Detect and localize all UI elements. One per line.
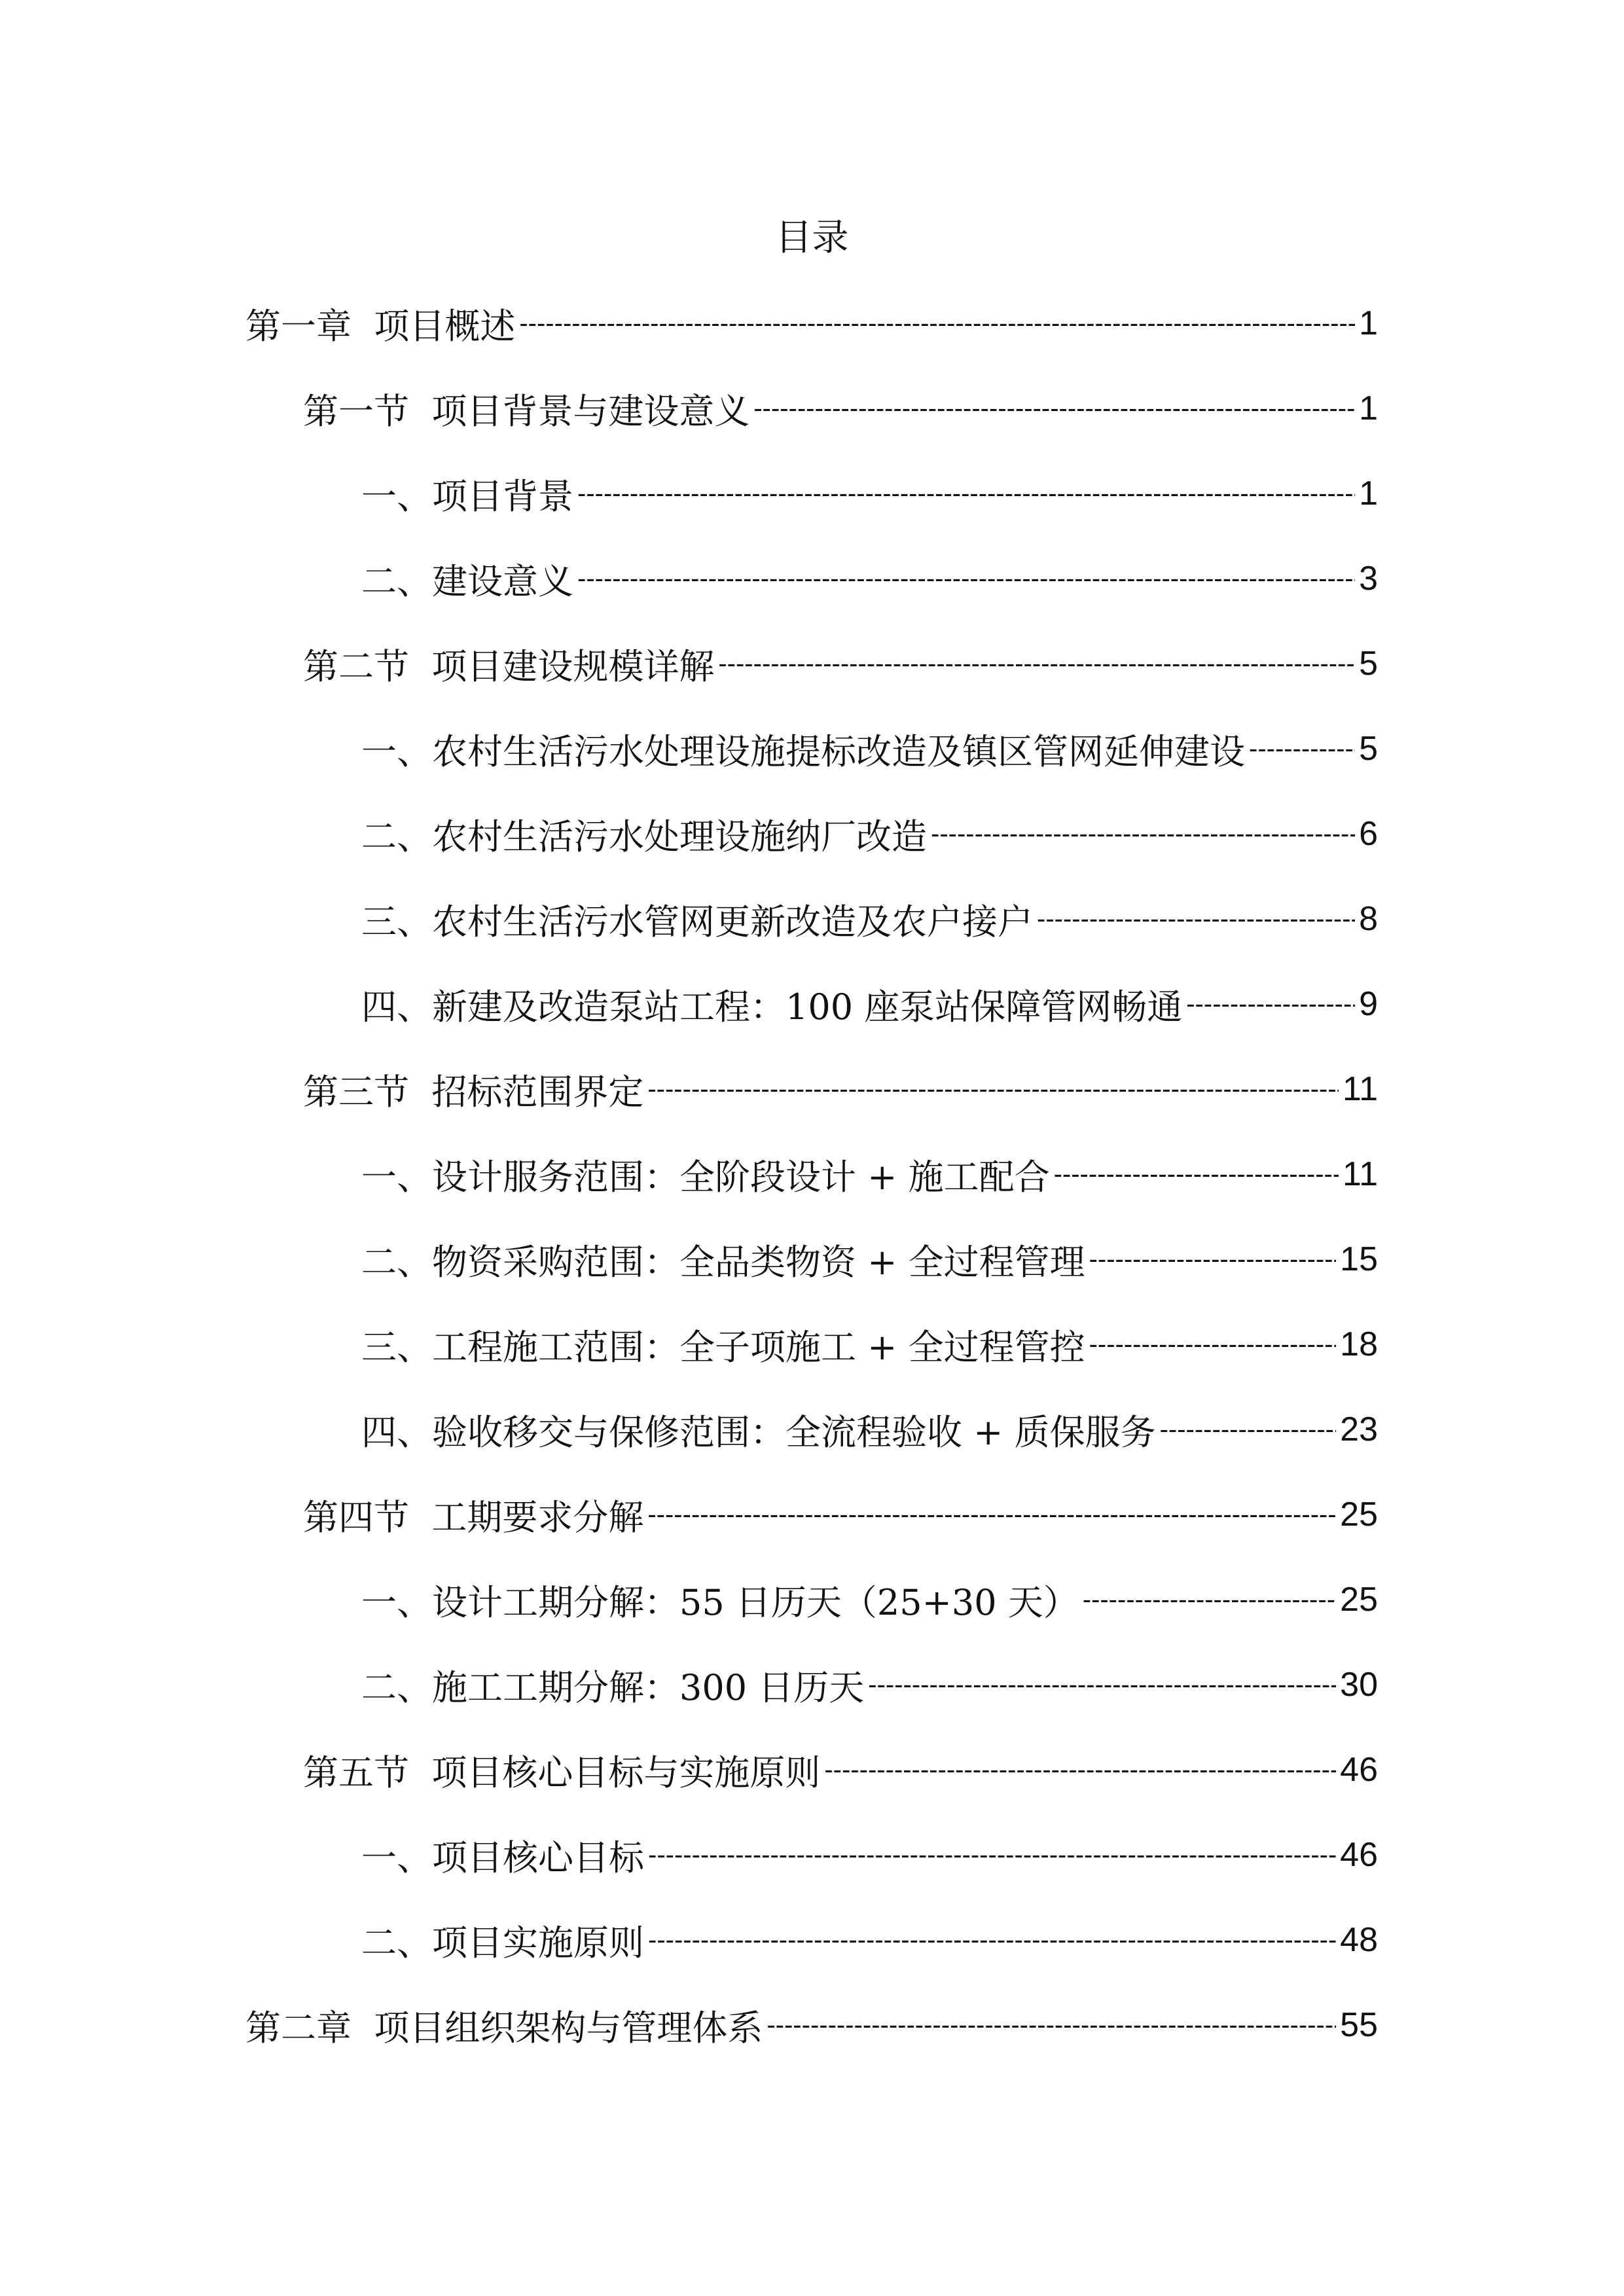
toc-entry[interactable]: [361, 1897, 1378, 1982]
toc-leader: [648, 1926, 1336, 1955]
toc-page-number: 46: [1340, 1751, 1378, 1789]
toc-entry[interactable]: [303, 366, 1378, 451]
toc-entry[interactable]: [361, 1132, 1378, 1217]
toc-entry[interactable]: [361, 451, 1378, 536]
toc-page-number: 55: [1340, 2006, 1378, 2044]
toc-page-number: 9: [1359, 985, 1378, 1023]
toc-entry-text: 二、建设意义: [361, 560, 573, 602]
toc-leader: [1083, 1585, 1336, 1615]
toc-page-number: 30: [1340, 1666, 1378, 1704]
toc-title: 目录: [775, 217, 849, 259]
toc-entry-text: 第二节 项目建设规模详解: [303, 645, 715, 687]
toc-entry-text: 第一节 项目背景与建设意义: [303, 390, 750, 432]
toc-leader: [1186, 990, 1355, 1019]
toc-entry-text: 三、工程施工范围：全子项施工 + 全过程管控: [361, 1326, 1085, 1368]
toc-entry[interactable]: [361, 536, 1378, 621]
toc-page-number: 1: [1359, 304, 1378, 342]
toc-entry[interactable]: [303, 621, 1378, 706]
toc-page-number: 18: [1340, 1325, 1378, 1363]
toc-leader: [753, 394, 1355, 423]
toc-leader: [577, 564, 1355, 594]
toc-page-number: 1: [1359, 475, 1378, 512]
toc-leader: [648, 1840, 1336, 1870]
toc-entry[interactable]: [361, 791, 1378, 876]
toc-page-number: 23: [1340, 1410, 1378, 1448]
toc-page-number: 1: [1359, 389, 1378, 427]
toc-page-number: 6: [1359, 815, 1378, 853]
toc-entry-text: 一、设计服务范围：全阶段设计 + 施工配合: [361, 1156, 1050, 1198]
toc-leader: [1160, 1415, 1337, 1444]
toc-leader: [767, 2011, 1336, 2040]
toc-leader: [824, 1755, 1336, 1785]
toc-entry-text: 二、农村生活污水处理设施纳厂改造: [361, 816, 927, 857]
toc-page-number: 15: [1340, 1240, 1378, 1278]
toc-entry[interactable]: [361, 1557, 1378, 1642]
toc-entry[interactable]: [361, 1642, 1378, 1727]
toc-entry-text: 第五节 项目核心目标与实施原则: [303, 1751, 821, 1793]
toc-entry-text: 一、农村生活污水处理设施提标改造及镇区管网延伸建设: [361, 730, 1245, 772]
toc-leader: [1089, 1330, 1337, 1359]
toc-page-number: 8: [1359, 900, 1378, 938]
toc-entry-text: 四、新建及改造泵站工程：100 座泵站保障管网畅通: [361, 986, 1183, 1028]
toc-entry[interactable]: [361, 1812, 1378, 1897]
toc-leader: [1249, 734, 1355, 764]
toc-entry[interactable]: [361, 706, 1378, 791]
toc-leader: [577, 479, 1355, 509]
toc-leader: [647, 1075, 1339, 1104]
toc-entry[interactable]: [361, 1387, 1378, 1472]
toc-entry-text: 二、施工工期分解：300 日历天: [361, 1666, 865, 1708]
toc-page-number: 11: [1343, 1155, 1378, 1193]
toc-entry-text: 第四节 工期要求分解: [303, 1496, 644, 1538]
toc-leader: [1089, 1245, 1337, 1274]
toc-entry[interactable]: [245, 281, 1378, 366]
toc-page-number: 46: [1340, 1836, 1378, 1874]
toc-page-number: 25: [1340, 1581, 1378, 1619]
toc-entry[interactable]: [361, 876, 1378, 961]
toc-entry-text: 第二章 项目组织架构与管理体系: [245, 2007, 763, 2049]
toc-page-number: 11: [1343, 1070, 1378, 1108]
toc-leader: [1037, 905, 1355, 934]
toc-entry[interactable]: [303, 1047, 1378, 1132]
toc-entry[interactable]: [303, 1727, 1378, 1812]
toc-leader: [931, 819, 1355, 849]
toc-leader: [519, 309, 1355, 338]
toc-page-number: 25: [1340, 1496, 1378, 1534]
toc-leader: [868, 1670, 1336, 1700]
toc-page-number: 3: [1359, 560, 1378, 598]
toc-entry[interactable]: [303, 1472, 1378, 1557]
toc-leader: [1054, 1160, 1339, 1189]
toc-entry-text: 一、项目背景: [361, 475, 573, 517]
toc-entry-text: 第一章 项目概述: [245, 305, 516, 347]
toc-entry-text: 三、农村生活污水管网更新改造及农户接户: [361, 901, 1033, 942]
toc-entry-text: 一、项目核心目标: [361, 1837, 644, 1878]
toc-page-number: 5: [1359, 730, 1378, 768]
toc-leader: [647, 1500, 1336, 1530]
toc-page-number: 5: [1359, 645, 1378, 683]
toc-entry-text: 一、设计工期分解：55 日历天（25+30 天）: [361, 1581, 1079, 1623]
toc-entry-text: 四、验收移交与保修范围：全流程验收 + 质保服务: [361, 1411, 1156, 1453]
toc-entry[interactable]: [245, 1982, 1378, 2068]
toc-entry[interactable]: [361, 1217, 1378, 1302]
toc-entry[interactable]: [361, 1302, 1378, 1387]
toc-leader: [718, 649, 1355, 679]
toc-entry-text: 二、物资采购范围：全品类物资 + 全过程管理: [361, 1241, 1085, 1283]
toc-page-number: 48: [1340, 1921, 1378, 1959]
toc-entry-text: 第三节 招标范围界定: [303, 1071, 644, 1113]
toc-entry-text: 二、项目实施原则: [361, 1922, 644, 1964]
toc-entry[interactable]: [361, 961, 1378, 1047]
